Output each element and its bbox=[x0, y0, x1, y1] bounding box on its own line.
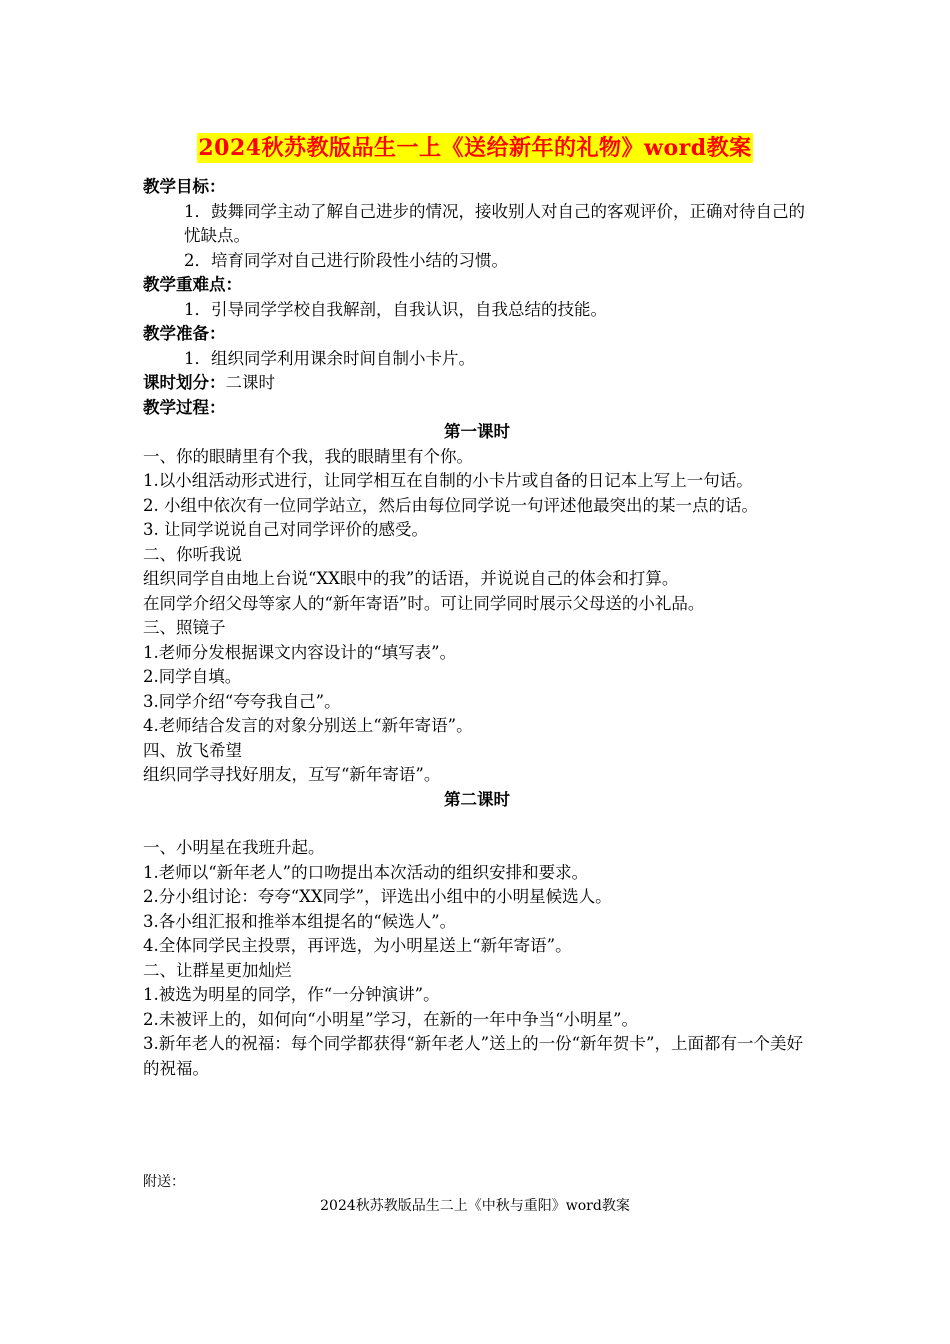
lesson1-line: 一、你的眼睛里有个我，我的眼睛里有个你。 bbox=[143, 446, 473, 466]
lesson1-line: 组织同学自由地上台说“XX眼中的我”的话语，并说说自己的体会和打算。 bbox=[143, 569, 679, 588]
lesson1-line: 3.同学介绍“夸夸我自己”。 bbox=[143, 691, 341, 711]
heading-key-points: 教学重难点： bbox=[143, 275, 242, 294]
lesson1-line: 在同学介绍父母等家人的“新年寄语”时。可让同学同时展示父母送的小礼品。 bbox=[143, 593, 705, 613]
lesson2-line: 1.被选为明星的同学，作“一分钟演讲”。 bbox=[143, 985, 440, 1004]
lesson2-line: 二、让群星更加灿烂 bbox=[143, 960, 292, 980]
lesson2-line: 2.未被评上的，如何向“小明星”学习，在新的一年中争当“小明星”。 bbox=[143, 1009, 638, 1029]
preparation-item: 1．组织同学利用课余时间自制小卡片。 bbox=[184, 348, 475, 368]
lesson1-line: 3. 让同学说说自己对同学评价的感受。 bbox=[143, 520, 428, 539]
goal-item: 1．鼓舞同学主动了解自己进步的情况，接收别人对自己的客观评价，正确对待自己的忧缺点。 bbox=[184, 201, 805, 245]
lesson2-line: 2.分小组讨论：夸夸“XX同学”，评选出小组中的小明星候选人。 bbox=[143, 887, 612, 906]
schedule-label: 课时划分： bbox=[143, 373, 226, 392]
blank-line bbox=[143, 812, 811, 836]
lesson2-line: 3.新年老人的祝福：每个同学都获得“新年老人”送上的一份“新年贺卡”，上面都有一个美好的祝福。 bbox=[143, 1034, 803, 1078]
lesson1-line: 组织同学寻找好朋友，互写“新年寄语”。 bbox=[143, 765, 441, 784]
schedule-value: 二课时 bbox=[225, 373, 275, 392]
goal-item: 2．培育同学对自己进行阶段性小结的习惯。 bbox=[184, 250, 508, 270]
attachment-title: 2024秋苏教版品生二上《中秋与重阳》word教案 bbox=[320, 1198, 630, 1214]
lesson1-line: 1.以小组活动形式进行，让同学相互在自制的小卡片或自备的日记本上写上一句话。 bbox=[143, 471, 753, 490]
lesson2-line: 4.全体同学民主投票，再评选，为小明星送上“新年寄语”。 bbox=[143, 936, 572, 955]
attachment-label: 附送： bbox=[143, 1174, 185, 1190]
lesson1-heading: 第一课时 bbox=[444, 422, 510, 441]
lesson1-line: 二、你听我说 bbox=[143, 544, 242, 564]
lesson1-line: 1.老师分发根据课文内容设计的“填写表”。 bbox=[143, 642, 457, 662]
lesson2-line: 3.各小组汇报和推举本组提名的“候选人”。 bbox=[143, 911, 457, 931]
lesson2-heading: 第二课时 bbox=[444, 789, 510, 809]
schedule-line bbox=[143, 371, 811, 396]
lesson1-line: 四、放飞希望 bbox=[143, 740, 242, 760]
title-wrap bbox=[0, 133, 950, 163]
lesson1-line: 2. 小组中依次有一位同学站立，然后由每位同学说一句评述他最突出的某一点的话。 bbox=[143, 495, 758, 515]
key-point-item: 1．引导同学学校自我解剖，自我认识，自我总结的技能。 bbox=[184, 299, 607, 319]
document-body bbox=[143, 175, 811, 1081]
heading-process: 教学过程： bbox=[143, 397, 226, 417]
lesson1-line: 三、照镜子 bbox=[143, 618, 226, 637]
heading-preparation: 教学准备： bbox=[143, 324, 226, 343]
document-title: 2024秋苏教版品生一上《送给新年的礼物》word教案 bbox=[198, 135, 752, 161]
lesson1-line: 4.老师结合发言的对象分别送上“新年寄语”。 bbox=[143, 716, 473, 735]
heading-goals: 教学目标： bbox=[143, 177, 226, 196]
lesson2-line: 1.老师以“新年老人”的口吻提出本次活动的组织安排和要求。 bbox=[143, 862, 589, 882]
lesson1-line: 2.同学自填。 bbox=[143, 667, 242, 686]
lesson2-line: 一、小明星在我班升起。 bbox=[143, 838, 325, 857]
